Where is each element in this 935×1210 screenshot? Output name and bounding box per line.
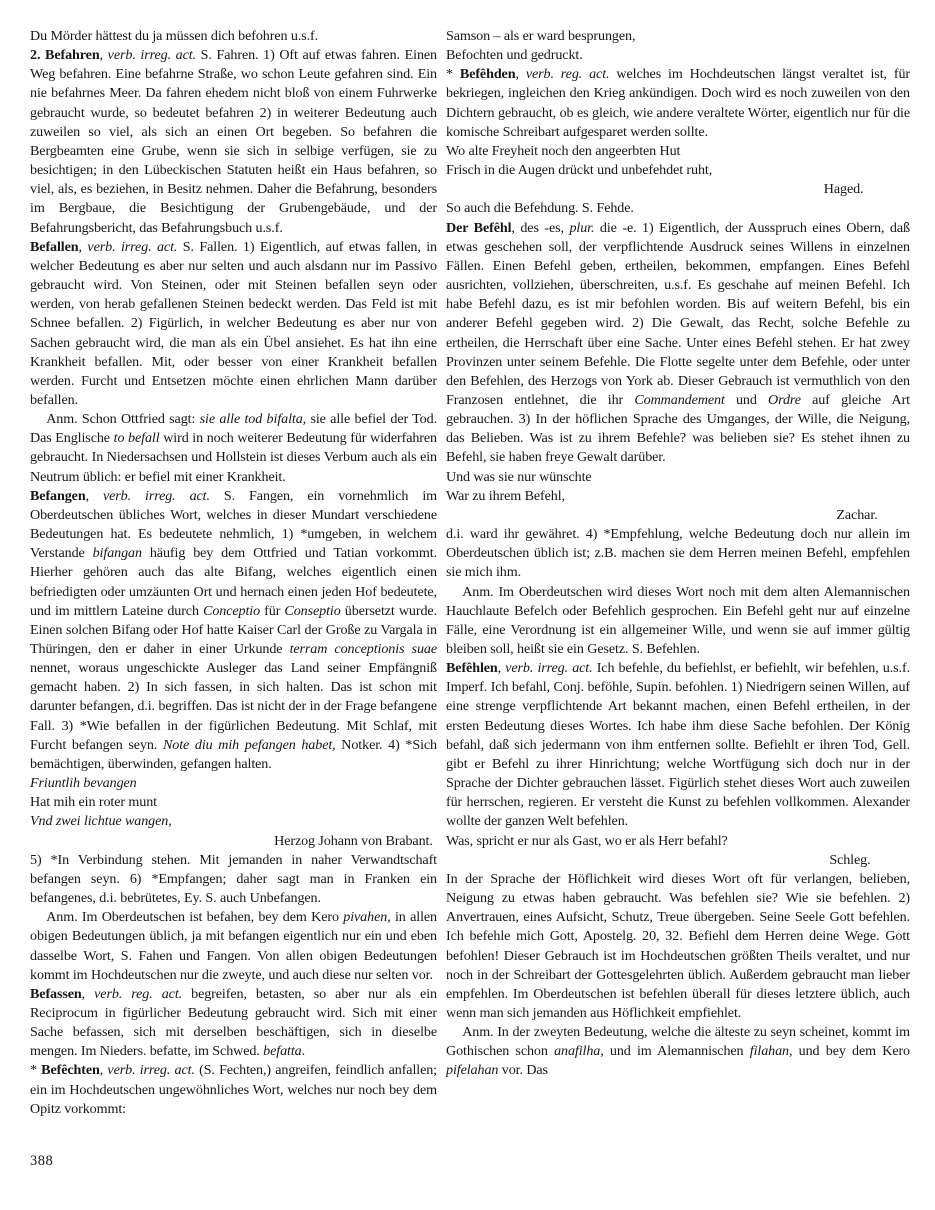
text-run: ,: [78, 238, 88, 255]
italic-text: verb. irreg. act.: [102, 487, 210, 504]
text-run: übersetzt wurde. Einen solchen Bifang oder Hof hatte Kaiser Carl der Große zu Vargala in Thüringen, den er daher in einer Urkunde: [30, 602, 437, 657]
text-run: Schleg.: [829, 851, 871, 868]
text-run: Hat mih ein roter munt: [30, 794, 157, 811]
italic-text: anafilha: [554, 1043, 601, 1060]
text-run: , sie alle befiel der Tod. Das Englische: [30, 411, 437, 447]
verse-line: [30, 793, 437, 812]
text-run: 5) *In Verbindung stehen. Mit jemanden in naher Verwandtschaft befangen seyn. 6) *Empfangen; daher sagt man in Franken ein befangenes, d.i. bebrütetes, Ey. S. auch Unbefangen.: [30, 851, 437, 907]
headword: Befallen: [30, 238, 79, 255]
verse-line: [446, 46, 910, 65]
dictionary-entry: [446, 659, 910, 831]
italic-text: verb. irreg. act.: [87, 238, 178, 255]
text-run: die -e. 1) Eigentlich, der Ausspruch eines Obern, daß etwas geschehen soll, der verpflichtende Ausdruck seines Willens in einzelnen Fällen. Einen Befehl geben, ertheilen, bekommen, empfangen. Eines Befehl ausrichten, vollziehen, überschreiten, u.s.f. Es geschahe auf meinen Befehl. Ich habe Befehl dazu, es ist mir befohlen worden. Bis auf weitern Befehl, bis ein anderer Befehl gegeben wird. 2) Die Gewalt, das Recht, solche Befehle zu ertheilen, die Herrschaft über eine Sache. Unter eines Befehl stehen. Er hat zwey Provinzen unter seinem Befehle. Die Flotte segelte unter dem Befehle, oder unter den Befehlen, des Herzogs von York ab. Dieser Gebrauch ist vermuthlich von den Franzosen entlehnet, die ihr: [446, 219, 910, 408]
text-run: nennet, woraus ungeschickte Ausleger das Land seiner Empfängniß gemacht haben. 2) In sich fassen, in sich halten. Das ist schon mit darunter befangen, d.i. begriffen. Das ist nicht der in der Frage befangene Fall. 3) *Wie befallen in der figürlichen Bedeutung. Mit Schlaf, mit Furcht befangen seyn.: [30, 660, 437, 753]
entry-continuation-paragraph: [446, 870, 910, 1023]
dictionary-entry: [30, 238, 437, 410]
italic-text: Note diu mih pefangen habet,: [162, 736, 336, 753]
citation-attribution: [446, 180, 910, 199]
text-run: ,: [99, 1062, 108, 1079]
text-run: und: [724, 391, 769, 408]
italic-text: Vnd zwei lichtue wangen,: [30, 813, 172, 830]
left-column: [30, 27, 437, 1149]
headword: Befêchten: [41, 1062, 100, 1079]
text-run: Frisch in die Augen drückt und unbefehdet ruht,: [446, 162, 713, 179]
text-run: häufig bey dem Ottfried und Tatian vorkommt. Hierher gehören auch das alte Bifang, welches eigentlich einen befriedigten oder umzäunten Ort und hernach einen jeden Hof bedeutete, und im mittlern Lateine durch: [30, 545, 437, 619]
text-run: vor. Das: [498, 1062, 548, 1079]
dictionary-entry: [30, 985, 437, 1062]
text-run: ,: [81, 985, 95, 1002]
text-columns: [30, 27, 910, 1149]
right-column: [446, 27, 910, 1149]
text-run: d.i. ward ihr gewähret. 4) *Empfehlung, welche Bedeutung doch nur allein im Oberdeutschen üblich ist; z.B. machen sie dem Herren meinen Befehl, empfehlen sie mich ihm.: [446, 526, 910, 581]
text-run: .: [301, 1043, 306, 1060]
italic-text: verb. irreg. act.: [107, 47, 197, 64]
text-run: Befochten und gedruckt.: [446, 47, 583, 64]
headword: Befêhlen: [446, 660, 498, 677]
text-run: , des -es,: [511, 219, 570, 236]
text-run: begreifen, betasten, so aber nur als ein Reciprocum in figürlicher Bedeutung gebraucht wird. Sich mit einer Sache befassen, sich mit derselben beschäftigen, sich in dieselbe mengen. Im Nieders. befatte, im Schwed.: [30, 985, 437, 1060]
text-run: Anm. In der zweyten Bedeutung, welche die älteste zu seyn scheinet, kommt im Gothischen schon: [446, 1024, 910, 1060]
italic-text: bifangan: [92, 545, 142, 562]
headword: 2. Befahren: [30, 47, 100, 64]
verse-line: [446, 161, 910, 180]
italic-text: verb. irreg. act.: [505, 660, 593, 677]
text-run: *: [30, 1062, 42, 1079]
verse-line: [30, 27, 437, 46]
verse-line: [30, 774, 437, 793]
text-run: Ich befehle, du befiehlst, er befiehlt, wir befehlen, u.s.f. Imperf. Ich befahl, Conj. beföhle, Supin. befohlen. 1) Niedrigern seinen Willen, auf eine strenge verpflichtende Art bekannt machen, einen Befehl ertheilen, in der ersten Bedeutung dieses Wortes. Ich habe ihm diese Sache befohlen. Der König befahl, daß sich jedermann von ihm entfernen sollte. Befiehlt er ihren Tod, Gell. gibt er Befehl zu ihrer Hinrichtung; welche Wortfügung sich doch nur in der Sprache der Dichter gebrauchen lässet. Figürlich stehet dieses Wort auch zuweilen für herrschen, regieren. Er versteht die Kunst zu befehlen vollkommen. Alexander wollte der ganzen Welt befehlen.: [446, 660, 910, 830]
annotation-paragraph: [446, 583, 910, 660]
citation-attribution: [446, 506, 910, 525]
text-run: Anm. Schon Ottfried sagt:: [46, 411, 200, 428]
entry-continuation-paragraph: [446, 525, 910, 582]
text-run: S. Fangen, ein vornehmlich im Oberdeutschen übliches Wort, welches in dieser Mundart verschiedene Bedeutungen hat. Es bedeutete nehmlich, 1) *umgeben, in welchem Verstande: [30, 487, 437, 562]
dictionary-entry: [30, 46, 437, 238]
text-run: ,: [497, 660, 506, 677]
dictionary-entry: [30, 487, 437, 774]
verse-line: [30, 812, 437, 831]
italic-text: verb. reg. act.: [525, 66, 610, 83]
text-run: Anm. Im Oberdeutschen wird dieses Wort noch mit dem alten Alemannischen Hauchlaute Befelch oder Befehlich gesprochen. Ein Befehl geht nur auf einzelne Fälle, eine Verordnung ist ein allgemeiner Wille, und wenn sie auf immer gültig bleiben soll, heißt sie ein Gesetz. S. Befehlen.: [446, 583, 910, 657]
italic-text: Friuntlih bevangen: [30, 775, 137, 792]
verse-line: [446, 27, 910, 46]
italic-text: befatta: [263, 1043, 302, 1060]
italic-text: verb. reg. act.: [94, 985, 183, 1002]
text-run: Anm. Im Oberdeutschen ist befahen, bey dem Kero: [46, 909, 344, 926]
citation-attribution: [446, 851, 910, 870]
verse-line: [446, 468, 910, 487]
headword: Befêhden: [459, 66, 516, 83]
dictionary-entry: [30, 1061, 437, 1118]
italic-text: Commandement: [634, 391, 725, 408]
text-run: So auch die Befehdung. S. Fehde.: [446, 200, 634, 217]
italic-text: sie alle tod bifalta: [199, 411, 303, 428]
text-run: wird in noch weiterer Bedeutung für widerfahren gebraucht. In Niedersachsen und Hollstein ist dieses Verbum auch als ein Neutrum üblich: er befiel mit einer Krankheit.: [30, 430, 437, 485]
text-run: *: [446, 66, 460, 83]
text-run: ,: [515, 66, 526, 83]
text-run: welches im Hochdeutschen längst veraltet ist, für bekriegen, ingleichen den Krieg ankündigen. Doch wird es noch zuweilen von den Dichtern gebraucht, ob es gleich, wie andere veraltete Wörter, eigentlich nur für die komische Schreibart aufgesparet werden sollte.: [446, 66, 910, 140]
verse-line: [446, 142, 910, 161]
text-run: S. Fallen. 1) Eigentlich, auf etwas fallen, in welcher Bedeutung es aber nur selten und auch alsdann nur im Passivo gebraucht wird. Von Steinen, oder mit Steinen befallen seyn oder werden, von herab gefallenen Steinen bedeckt werden. Das Feld ist mit Schnee befallen. 2) Figürlich, in welcher Bedeutung es aber nur von Sachen gebraucht wird, die man als ein Übel ansiehet. Es hat ihn eine Krankheit befallen. Mit, oder besser von einer Krankheit befallen werden. Furcht und Entsetzen möchte einen ehrlichen Mann darüber befallen.: [30, 238, 437, 408]
text-run: In der Sprache der Höflichkeit wird dieses Wort oft für verlangen, belieben, Neigung zu etwas haben gebraucht. Was befehlen sie? Wie sie befehlen. 2) Anvertrauen, eines Aufsicht, Schutz, Treue übergeben. Seine Seele Gott befehlen. Ich befehle mich Gott, Apostelg. 20, 32. Befiehl dem Herren deine Wege. Gott befohlen! Dieser Gebrauch ist im Hochdeutschen größten Theils veraltet, und nur noch in der Schreibart der Gottesgelehrten üblich. Außerdem gebraucht man lieber empfehlen. Im Oberdeutschen ist befehlen überall für dieses letztere üblich, auch wenn man sich jemanden aus Höflichkeit empfiehlet.: [446, 870, 910, 1021]
text-run: ,: [99, 47, 108, 64]
text-run: Du Mörder hättest du ja müssen dich befohren u.s.f.: [30, 28, 319, 44]
page-number: 388: [30, 1153, 54, 1169]
italic-text: terram conceptionis suae: [289, 641, 437, 657]
text-run: Was, spricht er nur als Gast, wo er als Herr befahl?: [446, 832, 728, 849]
text-run: Zachar.: [836, 506, 878, 523]
headword: Der Befêhl: [446, 219, 512, 236]
text-run: ,: [85, 487, 103, 504]
italic-text: pifelahan: [446, 1062, 499, 1079]
italic-text: Ordre: [768, 391, 801, 408]
italic-text: to befall: [113, 430, 160, 447]
verse-line: [446, 832, 910, 851]
text-run: , und bey dem Kero: [789, 1043, 910, 1060]
dictionary-entry: [446, 65, 910, 142]
text-run: S. Fahren. 1) Oft auf etwas fahren. Einen Weg befahren. Eine befahrne Straße, wo schon Leute gefahren sind. Ein nie befahrnes Meer. Da fahren ehedem nicht bloß von einem Fuhrwerke gebraucht wurde, so bedeutet befahren 2) in weiterer Bedeutung auch zuweilen so viel, als sich an einen Ort begeben. So befahren die Bergbeamten eine Grube, wenn sie sich in selbige verfügen, sie zu besichtigen; in den Lübeckischen Statuten heißt ein Haus befahren, so viel, als, es beziehen, in Besitz nehmen. Daher die Befahrung, besonders im Bergbaue, die Besichtigung der Grubengebäude, und der Befahrungsbericht, das Befahrungsbuch u.s.f.: [30, 47, 437, 236]
text-run: Wo alte Freyheit noch den angeerbten Hut: [446, 142, 681, 159]
italic-text: plur.: [569, 219, 595, 236]
text-run: War zu ihrem Befehl,: [446, 487, 565, 504]
entry-continuation-paragraph: [30, 851, 437, 908]
italic-text: Conceptio: [203, 602, 261, 619]
text-run: , und im Alemannischen: [600, 1043, 750, 1060]
text-run: Herzog Johann von Brabant.: [274, 832, 433, 849]
text-run: Notker. 4) *Sich bemächtigen, überwinden, gefangen halten.: [30, 736, 437, 772]
verse-line: [446, 487, 910, 506]
headword: Befangen: [30, 487, 86, 504]
italic-text: filahan: [749, 1043, 789, 1060]
text-run: Haged.: [823, 181, 864, 198]
headword: Befassen: [30, 985, 82, 1002]
dictionary-entry: [446, 219, 910, 468]
annotation-paragraph: [30, 410, 437, 487]
italic-text: verb. irreg. act.: [107, 1062, 195, 1079]
entry-continuation-paragraph: [446, 199, 910, 218]
annotation-paragraph: [446, 1023, 910, 1080]
text-run: für: [260, 602, 285, 619]
text-run: (S. Fechten,) angreifen, feindlich anfallen; ein im Hochdeutschen ungewöhnliches Wort, welches nur noch bey dem Opitz vorkommt:: [30, 1062, 437, 1117]
annotation-paragraph: [30, 908, 437, 985]
text-run: Und was sie nur wünschte: [446, 468, 592, 485]
italic-text: Conseptio: [284, 602, 341, 619]
citation-attribution: [30, 832, 437, 851]
italic-text: pivahen: [343, 909, 388, 926]
text-run: auf gleiche Art gebrauchen. 3) In der höflichen Sprache des Umganges, der Wille, die Neigung, das Belieben. Was ist zu ihrem Befehle? was belieben sie? Es stehet ihnen zu Befehl, sie haben freye Gewalt darüber.: [446, 391, 910, 466]
text-run: Samson – als er ward besprungen,: [446, 28, 636, 44]
text-run: , in allen obigen Bedeutungen üblich, ja mit befangen eigentlich nur ein und eben dasselbe Wort, S. Fahen und Fangen. Von allen obigen Bedeutungen kommt im Hochdeutschen nur die zweyte, und auch diese nur selten vor.: [30, 909, 437, 983]
